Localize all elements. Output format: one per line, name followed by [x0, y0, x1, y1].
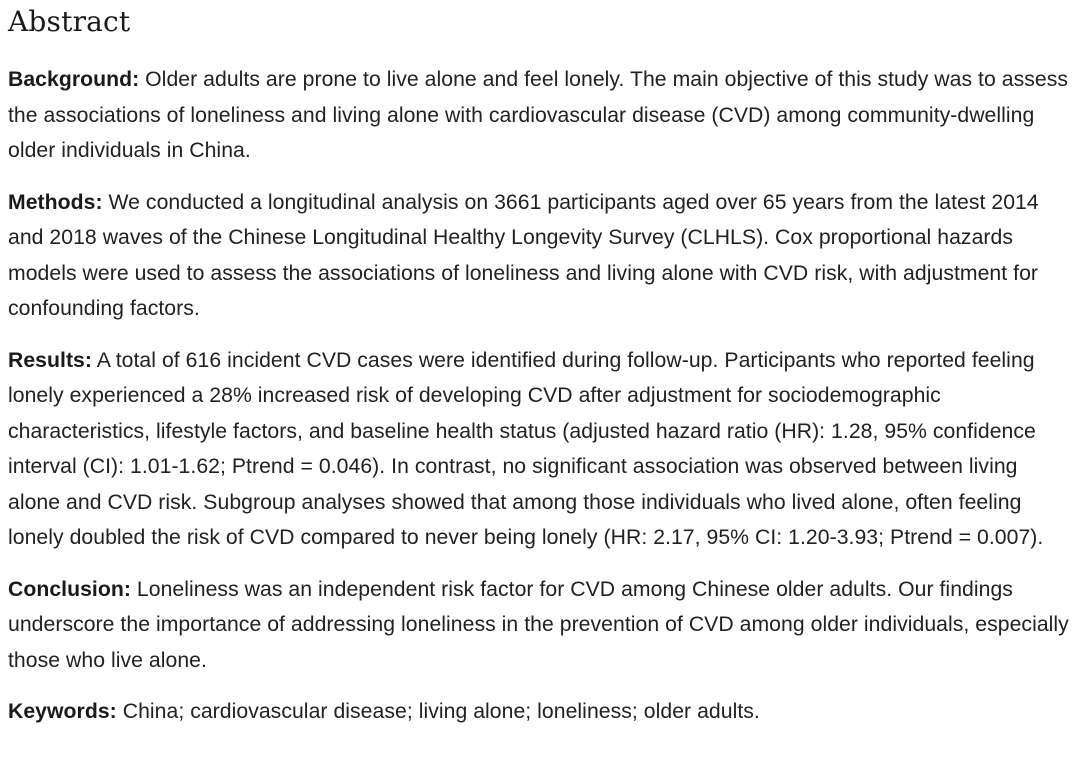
keywords-paragraph: [8, 694, 1074, 730]
background-text: Older adults are prone to live alone and feel lonely. The main objective of this study was to assess the associations of loneliness and living alone with cardiovascular disease (CVD) among community-dwelling older individuals in China.: [8, 68, 1069, 162]
methods-label: Methods:: [8, 190, 103, 214]
keywords-label: Keywords:: [8, 700, 117, 723]
results-text: A total of 616 incident CVD cases were identified during follow-up. Participants who reported feeling lonely experienced a 28% increased risk of developing CVD after adjustment for sociodemographic characteristics, lifestyle factors, and baseline health status (adjusted hazard ratio (HR): 1.28, 95% confidence interval (CI): 1.01-1.62; Ptrend = 0.046). In contrast, no significant association was observed between living alone and CVD risk. Subgroup analyses showed that among those individuals who lived alone, often feeling lonely doubled the risk of CVD compared to never being lonely (HR: 2.17, 95% CI: 1.20-3.93; Ptrend = 0.007).: [8, 348, 1044, 549]
abstract-container: [8, 0, 1074, 730]
abstract-title: Abstract: [8, 5, 131, 38]
methods-paragraph: [8, 185, 1074, 327]
keywords-text: China; cardiovascular disease; living alone; loneliness; older adults.: [122, 700, 760, 723]
methods-text: We conducted a longitudinal analysis on 3661 participants aged over 65 years from the latest 2014 and 2018 waves of the Chinese Longitudinal Healthy Longevity Survey (CLHLS). Cox proportional hazards models were used to assess the associations of loneliness and living alone with CVD risk, with adjustment for confounding factors.: [8, 190, 1039, 320]
results-paragraph: [8, 343, 1074, 556]
background-label: Background:: [8, 68, 140, 91]
conclusion-paragraph: [8, 572, 1074, 679]
conclusion-label: Conclusion:: [8, 577, 131, 601]
conclusion-text: Loneliness was an independent risk factor for CVD among Chinese older adults. Our findings underscore the importance of addressing loneliness in the prevention of CVD among older individuals, especially those who live alone.: [8, 577, 1069, 672]
results-label: Results:: [8, 348, 92, 372]
background-paragraph: [8, 62, 1074, 169]
